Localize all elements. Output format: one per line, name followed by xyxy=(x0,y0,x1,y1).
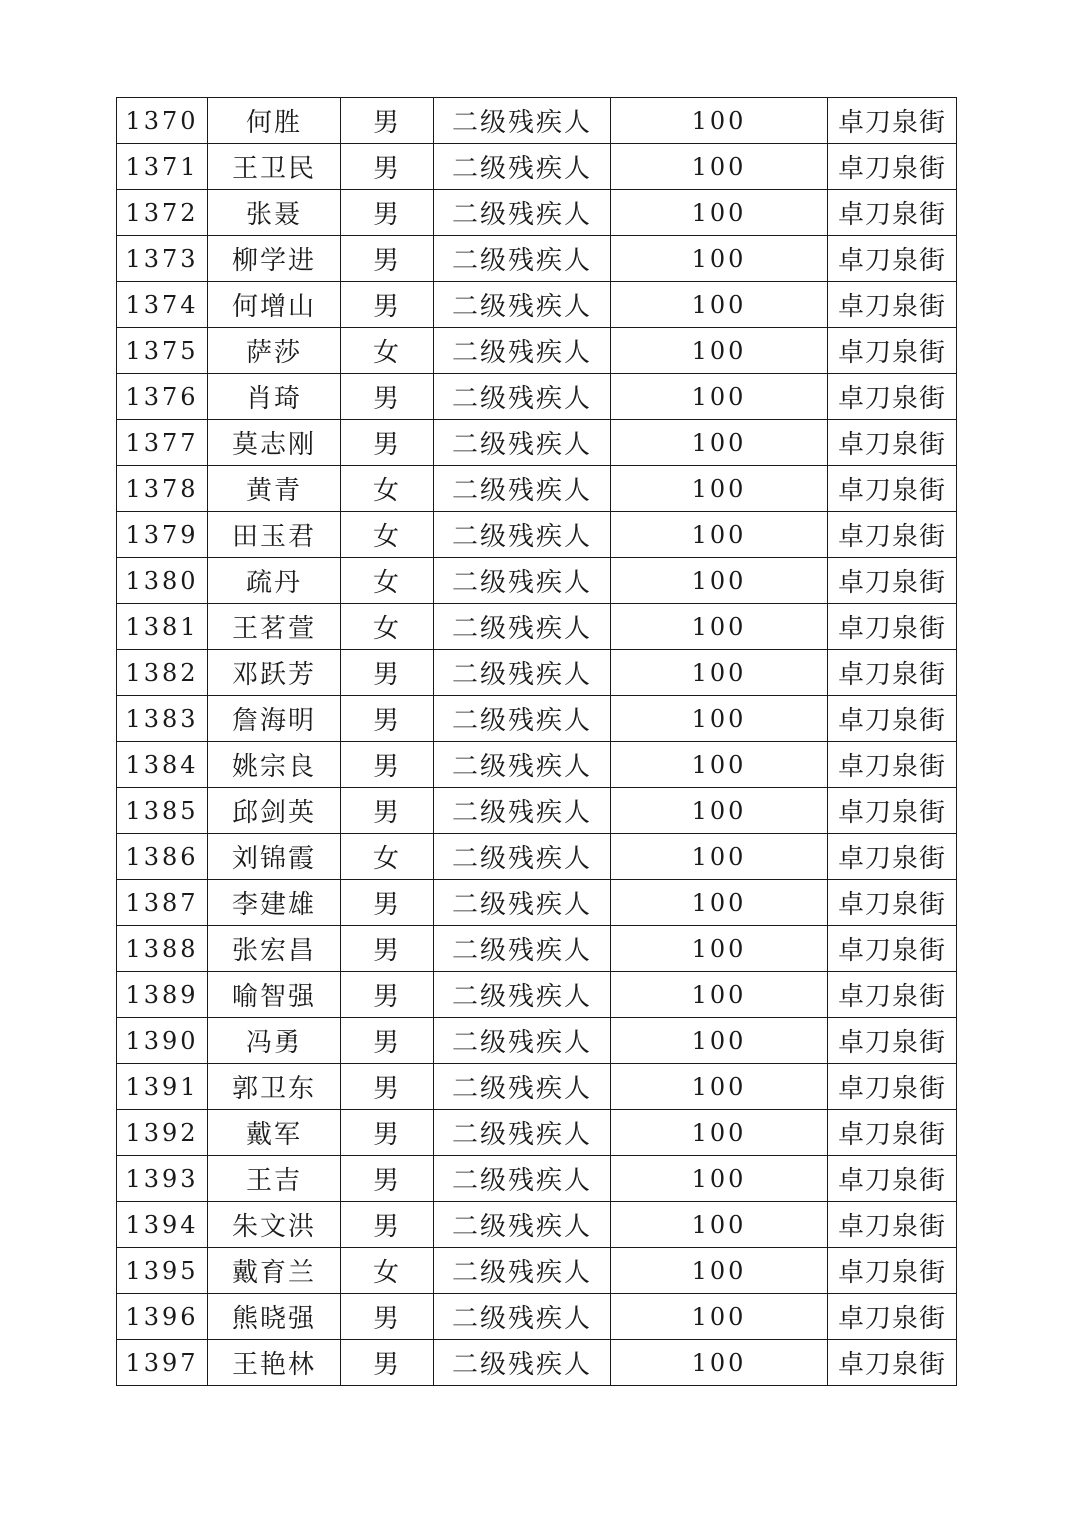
gender-cell: 男 xyxy=(341,742,434,788)
street-cell: 卓刀泉街 xyxy=(828,1340,957,1386)
row-number-cell: 1384 xyxy=(117,742,208,788)
row-number-cell: 1381 xyxy=(117,604,208,650)
table-row xyxy=(117,650,957,696)
table-row xyxy=(117,880,957,926)
street-cell: 卓刀泉街 xyxy=(828,1018,957,1064)
street-cell: 卓刀泉街 xyxy=(828,328,957,374)
row-number-cell: 1397 xyxy=(117,1340,208,1386)
disability-grade-cell: 二级残疾人 xyxy=(434,926,611,972)
table-row xyxy=(117,1248,957,1294)
name-cell: 冯勇 xyxy=(208,1018,341,1064)
name-cell: 张宏昌 xyxy=(208,926,341,972)
street-cell: 卓刀泉街 xyxy=(828,1248,957,1294)
street-cell: 卓刀泉街 xyxy=(828,144,957,190)
street-cell: 卓刀泉街 xyxy=(828,466,957,512)
amount-cell: 100 xyxy=(611,236,828,282)
table-row xyxy=(117,604,957,650)
row-number-cell: 1374 xyxy=(117,282,208,328)
table-row xyxy=(117,788,957,834)
name-cell: 疏丹 xyxy=(208,558,341,604)
street-cell: 卓刀泉街 xyxy=(828,742,957,788)
disability-grade-cell: 二级残疾人 xyxy=(434,788,611,834)
name-cell: 王卫民 xyxy=(208,144,341,190)
street-cell: 卓刀泉街 xyxy=(828,604,957,650)
name-cell: 萨莎 xyxy=(208,328,341,374)
gender-cell: 女 xyxy=(341,604,434,650)
row-number-cell: 1376 xyxy=(117,374,208,420)
disability-grade-cell: 二级残疾人 xyxy=(434,1202,611,1248)
name-cell: 王吉 xyxy=(208,1156,341,1202)
row-number-cell: 1386 xyxy=(117,834,208,880)
street-cell: 卓刀泉街 xyxy=(828,98,957,144)
street-cell: 卓刀泉街 xyxy=(828,696,957,742)
disability-grade-cell: 二级残疾人 xyxy=(434,374,611,420)
disability-grade-cell: 二级残疾人 xyxy=(434,328,611,374)
amount-cell: 100 xyxy=(611,512,828,558)
row-number-cell: 1387 xyxy=(117,880,208,926)
gender-cell: 男 xyxy=(341,374,434,420)
street-cell: 卓刀泉街 xyxy=(828,834,957,880)
table-row xyxy=(117,1340,957,1386)
amount-cell: 100 xyxy=(611,1156,828,1202)
table-row xyxy=(117,98,957,144)
name-cell: 喻智强 xyxy=(208,972,341,1018)
gender-cell: 女 xyxy=(341,328,434,374)
disability-grade-cell: 二级残疾人 xyxy=(434,1064,611,1110)
roster-table-body xyxy=(117,98,957,1386)
street-cell: 卓刀泉街 xyxy=(828,1110,957,1156)
table-row xyxy=(117,1294,957,1340)
row-number-cell: 1372 xyxy=(117,190,208,236)
amount-cell: 100 xyxy=(611,926,828,972)
table-row xyxy=(117,742,957,788)
name-cell: 何增山 xyxy=(208,282,341,328)
gender-cell: 男 xyxy=(341,98,434,144)
row-number-cell: 1379 xyxy=(117,512,208,558)
disability-grade-cell: 二级残疾人 xyxy=(434,1294,611,1340)
table-row xyxy=(117,466,957,512)
name-cell: 詹海明 xyxy=(208,696,341,742)
roster-table xyxy=(116,97,957,1386)
gender-cell: 男 xyxy=(341,972,434,1018)
disability-grade-cell: 二级残疾人 xyxy=(434,604,611,650)
amount-cell: 100 xyxy=(611,1340,828,1386)
disability-grade-cell: 二级残疾人 xyxy=(434,1156,611,1202)
table-row xyxy=(117,236,957,282)
gender-cell: 女 xyxy=(341,1248,434,1294)
row-number-cell: 1385 xyxy=(117,788,208,834)
table-row xyxy=(117,696,957,742)
gender-cell: 男 xyxy=(341,190,434,236)
street-cell: 卓刀泉街 xyxy=(828,558,957,604)
name-cell: 王茗萱 xyxy=(208,604,341,650)
table-row xyxy=(117,1202,957,1248)
name-cell: 肖琦 xyxy=(208,374,341,420)
amount-cell: 100 xyxy=(611,1202,828,1248)
disability-grade-cell: 二级残疾人 xyxy=(434,696,611,742)
street-cell: 卓刀泉街 xyxy=(828,1064,957,1110)
gender-cell: 男 xyxy=(341,696,434,742)
row-number-cell: 1373 xyxy=(117,236,208,282)
disability-grade-cell: 二级残疾人 xyxy=(434,650,611,696)
amount-cell: 100 xyxy=(611,466,828,512)
amount-cell: 100 xyxy=(611,420,828,466)
table-row xyxy=(117,144,957,190)
amount-cell: 100 xyxy=(611,98,828,144)
amount-cell: 100 xyxy=(611,696,828,742)
amount-cell: 100 xyxy=(611,190,828,236)
amount-cell: 100 xyxy=(611,972,828,1018)
name-cell: 何胜 xyxy=(208,98,341,144)
amount-cell: 100 xyxy=(611,1248,828,1294)
table-row xyxy=(117,926,957,972)
amount-cell: 100 xyxy=(611,1064,828,1110)
row-number-cell: 1388 xyxy=(117,926,208,972)
name-cell: 邱剑英 xyxy=(208,788,341,834)
street-cell: 卓刀泉街 xyxy=(828,282,957,328)
gender-cell: 男 xyxy=(341,144,434,190)
disability-grade-cell: 二级残疾人 xyxy=(434,1018,611,1064)
street-cell: 卓刀泉街 xyxy=(828,1202,957,1248)
gender-cell: 男 xyxy=(341,1202,434,1248)
table-row xyxy=(117,558,957,604)
table-row xyxy=(117,328,957,374)
disability-grade-cell: 二级残疾人 xyxy=(434,190,611,236)
disability-grade-cell: 二级残疾人 xyxy=(434,1110,611,1156)
name-cell: 李建雄 xyxy=(208,880,341,926)
disability-grade-cell: 二级残疾人 xyxy=(434,466,611,512)
table-row xyxy=(117,1110,957,1156)
disability-grade-cell: 二级残疾人 xyxy=(434,236,611,282)
disability-grade-cell: 二级残疾人 xyxy=(434,420,611,466)
street-cell: 卓刀泉街 xyxy=(828,1156,957,1202)
name-cell: 戴育兰 xyxy=(208,1248,341,1294)
gender-cell: 男 xyxy=(341,1156,434,1202)
amount-cell: 100 xyxy=(611,558,828,604)
name-cell: 刘锦霞 xyxy=(208,834,341,880)
gender-cell: 女 xyxy=(341,834,434,880)
row-number-cell: 1396 xyxy=(117,1294,208,1340)
gender-cell: 男 xyxy=(341,926,434,972)
table-row xyxy=(117,1018,957,1064)
document-page xyxy=(116,97,956,1386)
table-row xyxy=(117,834,957,880)
name-cell: 莫志刚 xyxy=(208,420,341,466)
amount-cell: 100 xyxy=(611,834,828,880)
amount-cell: 100 xyxy=(611,282,828,328)
street-cell: 卓刀泉街 xyxy=(828,374,957,420)
table-row xyxy=(117,190,957,236)
amount-cell: 100 xyxy=(611,604,828,650)
street-cell: 卓刀泉街 xyxy=(828,190,957,236)
gender-cell: 女 xyxy=(341,466,434,512)
disability-grade-cell: 二级残疾人 xyxy=(434,1340,611,1386)
street-cell: 卓刀泉街 xyxy=(828,788,957,834)
street-cell: 卓刀泉街 xyxy=(828,926,957,972)
street-cell: 卓刀泉街 xyxy=(828,880,957,926)
row-number-cell: 1395 xyxy=(117,1248,208,1294)
disability-grade-cell: 二级残疾人 xyxy=(434,144,611,190)
row-number-cell: 1390 xyxy=(117,1018,208,1064)
street-cell: 卓刀泉街 xyxy=(828,1294,957,1340)
row-number-cell: 1391 xyxy=(117,1064,208,1110)
disability-grade-cell: 二级残疾人 xyxy=(434,834,611,880)
disability-grade-cell: 二级残疾人 xyxy=(434,558,611,604)
gender-cell: 男 xyxy=(341,1064,434,1110)
row-number-cell: 1389 xyxy=(117,972,208,1018)
row-number-cell: 1383 xyxy=(117,696,208,742)
row-number-cell: 1375 xyxy=(117,328,208,374)
amount-cell: 100 xyxy=(611,650,828,696)
disability-grade-cell: 二级残疾人 xyxy=(434,880,611,926)
gender-cell: 男 xyxy=(341,1340,434,1386)
street-cell: 卓刀泉街 xyxy=(828,972,957,1018)
table-row xyxy=(117,374,957,420)
table-row xyxy=(117,512,957,558)
name-cell: 朱文洪 xyxy=(208,1202,341,1248)
name-cell: 郭卫东 xyxy=(208,1064,341,1110)
street-cell: 卓刀泉街 xyxy=(828,512,957,558)
gender-cell: 男 xyxy=(341,650,434,696)
amount-cell: 100 xyxy=(611,1018,828,1064)
amount-cell: 100 xyxy=(611,742,828,788)
gender-cell: 男 xyxy=(341,788,434,834)
name-cell: 姚宗良 xyxy=(208,742,341,788)
name-cell: 张聂 xyxy=(208,190,341,236)
amount-cell: 100 xyxy=(611,1110,828,1156)
amount-cell: 100 xyxy=(611,144,828,190)
row-number-cell: 1377 xyxy=(117,420,208,466)
gender-cell: 男 xyxy=(341,1110,434,1156)
disability-grade-cell: 二级残疾人 xyxy=(434,512,611,558)
gender-cell: 男 xyxy=(341,1294,434,1340)
amount-cell: 100 xyxy=(611,788,828,834)
name-cell: 田玉君 xyxy=(208,512,341,558)
disability-grade-cell: 二级残疾人 xyxy=(434,972,611,1018)
amount-cell: 100 xyxy=(611,880,828,926)
gender-cell: 男 xyxy=(341,1018,434,1064)
disability-grade-cell: 二级残疾人 xyxy=(434,742,611,788)
table-row xyxy=(117,282,957,328)
name-cell: 王艳林 xyxy=(208,1340,341,1386)
name-cell: 邓跃芳 xyxy=(208,650,341,696)
name-cell: 戴军 xyxy=(208,1110,341,1156)
name-cell: 熊晓强 xyxy=(208,1294,341,1340)
name-cell: 黄青 xyxy=(208,466,341,512)
table-row xyxy=(117,972,957,1018)
row-number-cell: 1370 xyxy=(117,98,208,144)
table-row xyxy=(117,1064,957,1110)
amount-cell: 100 xyxy=(611,1294,828,1340)
gender-cell: 男 xyxy=(341,420,434,466)
row-number-cell: 1378 xyxy=(117,466,208,512)
street-cell: 卓刀泉街 xyxy=(828,420,957,466)
gender-cell: 男 xyxy=(341,282,434,328)
disability-grade-cell: 二级残疾人 xyxy=(434,282,611,328)
row-number-cell: 1392 xyxy=(117,1110,208,1156)
disability-grade-cell: 二级残疾人 xyxy=(434,1248,611,1294)
disability-grade-cell: 二级残疾人 xyxy=(434,98,611,144)
row-number-cell: 1393 xyxy=(117,1156,208,1202)
row-number-cell: 1394 xyxy=(117,1202,208,1248)
gender-cell: 男 xyxy=(341,880,434,926)
row-number-cell: 1371 xyxy=(117,144,208,190)
table-row xyxy=(117,420,957,466)
row-number-cell: 1382 xyxy=(117,650,208,696)
gender-cell: 女 xyxy=(341,512,434,558)
row-number-cell: 1380 xyxy=(117,558,208,604)
table-row xyxy=(117,1156,957,1202)
amount-cell: 100 xyxy=(611,328,828,374)
gender-cell: 男 xyxy=(341,236,434,282)
amount-cell: 100 xyxy=(611,374,828,420)
street-cell: 卓刀泉街 xyxy=(828,236,957,282)
name-cell: 柳学进 xyxy=(208,236,341,282)
street-cell: 卓刀泉街 xyxy=(828,650,957,696)
gender-cell: 女 xyxy=(341,558,434,604)
